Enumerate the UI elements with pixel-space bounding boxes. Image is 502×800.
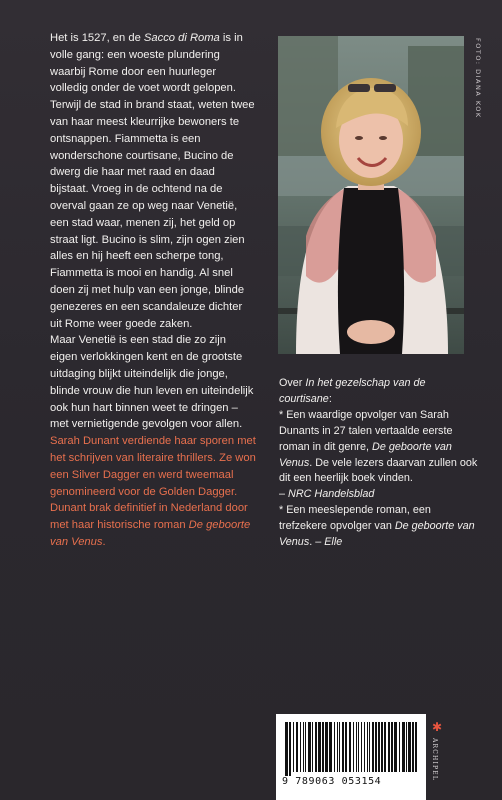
barcode-bars — [285, 722, 417, 776]
author-photo — [278, 36, 464, 354]
barcode-bar — [375, 722, 377, 772]
barcode-bar — [353, 722, 354, 772]
synopsis-paragraph-2: Maar Venetië is een stad die zo zijn eigen verlokkingen kent en de grootste uitdaging blijkt uiteindelijk die jonge, blinde vrouw die hun leven en uiteindelijk ook hun hart binnen weet te dringen – met vernietigende gevolgen voor allen. — [50, 334, 254, 431]
isbn-barcode — [276, 714, 426, 800]
barcode-bar — [339, 722, 340, 772]
synopsis — [50, 30, 255, 433]
barcode-bar — [361, 722, 362, 772]
photo-credit: FOTO: DIANA KOK — [474, 38, 482, 119]
barcode-bar — [325, 722, 328, 772]
barcode-bar — [349, 722, 351, 772]
reviews-column — [279, 376, 479, 551]
barcode-bar — [312, 722, 313, 772]
synopsis-paragraph-1: Het is 1527, en de Sacco di Roma is in volle gang: een woeste plundering waarbij Rome door een huurleger volledig onder de voet wordt gelopen. Terwijl de stad in brand staat, weten twee van haar meest kleurrijke bewoners te ontsnappen. Fiammetta is een wonderschone courtisane, Bucino de dwerg die haar met raad en daad bijstaat. Vroeg in de ochtend na de overval gaan ze op weg naar Venetië, een stad waar, menen zij, het geld op straat ligt. Bucino is slim, zijn ogen zien alles en hij heeft een scherpe tong, Fiammetta is mooi en handig. Al snel doen zij met hulp van een jonge, blinde genezeres en een scandaleuze dichter uit Rome weer goede zaken. — [50, 32, 255, 330]
barcode-bar — [388, 722, 390, 772]
barcode-bar — [300, 722, 301, 772]
isbn-digits: 9 789063 053154 — [282, 776, 382, 787]
barcode-bar — [358, 722, 359, 772]
barcode-bar — [369, 722, 370, 772]
barcode-bar — [364, 722, 365, 772]
barcode-bar — [285, 722, 288, 776]
barcode-bar — [367, 722, 368, 772]
author-portrait-image — [278, 36, 464, 354]
barcode-bar — [345, 722, 347, 772]
barcode-bar — [378, 722, 380, 772]
barcode-bar — [384, 722, 386, 772]
barcode-bar — [305, 722, 306, 772]
blurb-column — [50, 30, 255, 551]
barcode-bar — [399, 722, 400, 772]
reviews-intro: Over In het gezelschap van de courtisane: — [279, 377, 426, 405]
barcode-bar — [342, 722, 344, 772]
barcode-bar — [394, 722, 397, 772]
barcode-bar — [415, 722, 417, 772]
barcode-bar — [315, 722, 317, 772]
barcode-bar — [322, 722, 324, 772]
review-1: * Een waardige opvolger van Sarah Dunants in 27 talen vertaalde eerste roman in dit genre, De geboorte van Venus. De vele lezers daarvan zullen ook dit een heerlijk boek vinden. — [279, 408, 478, 485]
barcode-bar — [412, 722, 414, 772]
barcode-bar — [318, 722, 321, 772]
publisher-name: ARCHIPEL — [431, 738, 438, 782]
barcode-bar — [303, 722, 304, 772]
barcode-bar — [372, 722, 374, 772]
barcode-bar — [334, 722, 335, 772]
barcode-bar — [329, 722, 332, 772]
asterisk-icon: ✱ — [432, 720, 443, 734]
barcode-bar — [391, 722, 393, 772]
review-2: * Een meeslepende roman, een trefzekere opvolger van De geboorte van Venus. – Elle — [279, 504, 475, 549]
author-bio: Sarah Dunant verdiende haar sporen met het schrijven van literaire thrillers. Ze won een Silver Dagger en werd tweemaal genomineerd voor de Golden Dagger. Dunant brak definitief in Nederland door met haar historische roman De geboorte van Venus. — [50, 435, 256, 548]
barcode-bar — [402, 722, 405, 772]
barcode-bar — [293, 722, 294, 772]
barcode-bar — [356, 722, 357, 772]
review-1-source: – NRC Handelsblad — [279, 488, 375, 501]
barcode-bar — [406, 722, 407, 772]
barcode-bar — [308, 722, 311, 772]
barcode-bar — [289, 722, 291, 776]
publisher-logo — [426, 714, 448, 800]
barcode-bar — [381, 722, 383, 772]
barcode-bar — [296, 722, 298, 772]
barcode-bar — [337, 722, 338, 772]
barcode-bar — [408, 722, 411, 772]
synopsis-italic-title: Sacco di Roma — [143, 32, 220, 44]
